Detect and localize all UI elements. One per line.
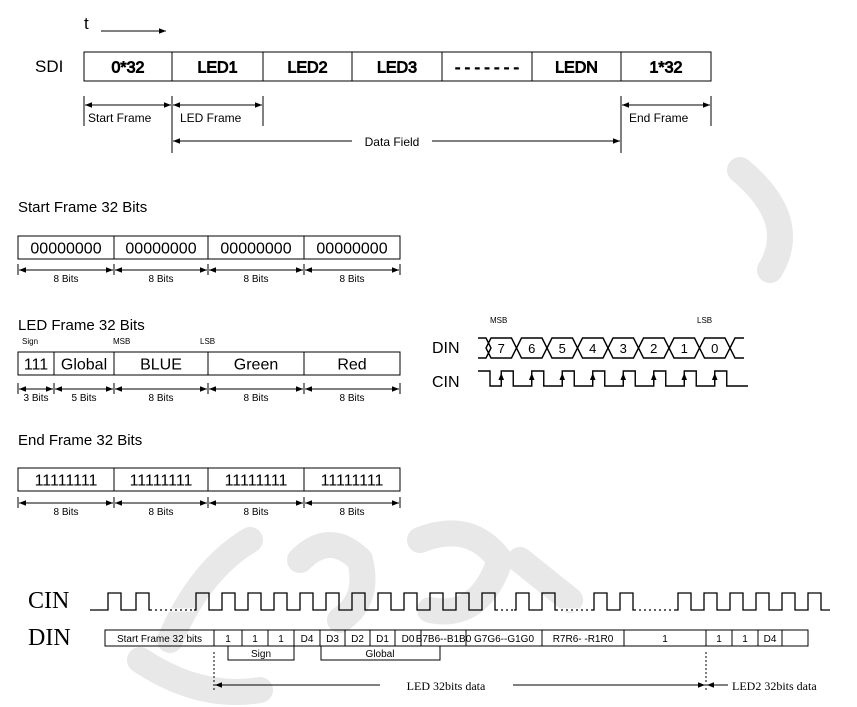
bottom-din-text: 1 <box>742 634 748 645</box>
start-byte-text: 00000000 <box>316 240 388 258</box>
din-waveform <box>478 338 744 358</box>
end-byte-text: 11111111 <box>224 472 288 490</box>
end-frame-section <box>18 432 400 518</box>
start-frame-widths <box>18 264 400 285</box>
bottom-din-text: D2 <box>351 634 364 645</box>
din-bit-label: 3 <box>619 341 627 356</box>
bottom-din-label: DIN <box>28 625 71 651</box>
start-frame-bytes <box>18 236 400 259</box>
data-field-label: Data Field <box>364 135 420 149</box>
sdi-text: - - - - - - - <box>455 59 519 77</box>
end-width-label: 8 Bits <box>339 507 365 518</box>
bottom-cin-label: CIN <box>28 588 70 614</box>
cin-label: CIN <box>432 374 460 391</box>
din-bit-label: 4 <box>589 341 597 356</box>
din-bit-label: 6 <box>528 341 536 356</box>
start-frame-label: Start Frame <box>88 111 152 125</box>
led-data-label: LED 32bits data <box>406 679 486 693</box>
global-bracket-label: Global <box>365 649 395 660</box>
bottom-din-text: G7G6--G1G0 <box>473 634 535 645</box>
cin-waveform <box>478 371 748 386</box>
bottom-din-text: 1 <box>225 634 231 645</box>
din-end <box>730 338 744 358</box>
start-byte-text: 00000000 <box>30 240 102 258</box>
start-frame-title: Start Frame 32 Bits <box>18 199 148 216</box>
bottom-din-text: 1 <box>252 634 258 645</box>
led-width-label: 8 Bits <box>339 393 365 404</box>
bottom-din-text: R7R6- -R1R0 <box>552 634 614 645</box>
bottom-din-cell <box>782 630 808 646</box>
din-bit-label: 5 <box>558 341 566 356</box>
bottom-brackets <box>228 646 440 660</box>
sdi-text: LEDN <box>555 59 598 77</box>
led-width-label: 3 Bits <box>23 393 49 404</box>
lsb-label: LSB <box>200 337 216 346</box>
end-frame-label: End Frame <box>629 111 689 125</box>
led-field-text: BLUE <box>140 356 182 374</box>
end-frame-widths <box>18 497 400 518</box>
sdi-label: SDI <box>35 57 64 76</box>
led-frame-widths <box>18 383 400 404</box>
time-label: t <box>84 14 89 33</box>
bottom-din-text: D3 <box>326 634 339 645</box>
start-frame-section <box>18 199 400 285</box>
start-width-label: 8 Bits <box>148 274 174 285</box>
bottom-din-text: D4 <box>763 634 777 645</box>
end-width-label: 8 Bits <box>243 507 269 518</box>
led-frame-section <box>18 317 400 404</box>
sdi-text: 1*32 <box>649 59 683 77</box>
end-byte-text: 11111111 <box>129 472 193 490</box>
sdi-cells <box>84 52 711 81</box>
end-width-label: 8 Bits <box>53 507 79 518</box>
din-bit-label: 7 <box>497 341 505 356</box>
din-label: DIN <box>432 340 460 357</box>
start-width-label: 8 Bits <box>339 274 365 285</box>
bottom-din-text: 1 <box>278 634 284 645</box>
bottom-din-text: D4 <box>300 634 314 645</box>
din-bit-label: 1 <box>680 341 688 356</box>
sdi-overview <box>35 14 711 153</box>
led-width-label: 8 Bits <box>243 393 269 404</box>
cin-wave <box>478 371 748 386</box>
led-width-label: 8 Bits <box>148 393 174 404</box>
end-width-label: 8 Bits <box>148 507 174 518</box>
end-byte-text: 11111111 <box>34 472 98 490</box>
bottom-din-text: Start Frame 32 bits <box>116 634 203 645</box>
sdi-text: LED3 <box>376 59 418 77</box>
timing-msb-label: MSB <box>490 316 508 325</box>
bottom-din-text: D0 <box>401 634 415 645</box>
end-byte-text: 11111111 <box>320 472 384 490</box>
sign-bracket-label: Sign <box>250 649 272 660</box>
bit-timing <box>432 316 748 391</box>
din-bit-label: 2 <box>650 341 658 356</box>
sdi-text: 0*32 <box>111 59 145 77</box>
din-bit-label: 0 <box>711 341 719 356</box>
bottom-din-text: 1 <box>716 634 722 645</box>
bottom-din-text: D1 <box>376 634 389 645</box>
led-field-text: Red <box>337 356 367 374</box>
bottom-din-text: 1 <box>662 634 668 645</box>
led-width-label: 5 Bits <box>71 393 97 404</box>
led-field-text: 111 <box>23 356 49 374</box>
led-field-text: Global <box>60 356 108 374</box>
led2-data-label: LED2 32bits data <box>732 679 817 693</box>
bottom-din-cells <box>105 630 808 646</box>
start-width-label: 8 Bits <box>53 274 79 285</box>
led-frame-title: LED Frame 32 Bits <box>18 317 145 334</box>
sdi-text: LED2 <box>287 59 328 77</box>
start-width-label: 8 Bits <box>243 274 269 285</box>
sdi-text: LED1 <box>197 59 238 77</box>
bottom-din-text: B7B6--B1B0 <box>415 634 472 645</box>
led-frame-fields <box>18 352 400 375</box>
end-frame-bytes <box>18 468 400 491</box>
msb-label: MSB <box>113 337 131 346</box>
led-frame-label: LED Frame <box>180 111 242 125</box>
end-frame-title: End Frame 32 Bits <box>18 432 143 449</box>
sign-label: Sign <box>22 337 39 346</box>
timing-lsb-label: LSB <box>697 316 713 325</box>
led-field-text: Green <box>233 356 279 374</box>
start-byte-text: 00000000 <box>125 240 197 258</box>
start-byte-text: 00000000 <box>220 240 292 258</box>
